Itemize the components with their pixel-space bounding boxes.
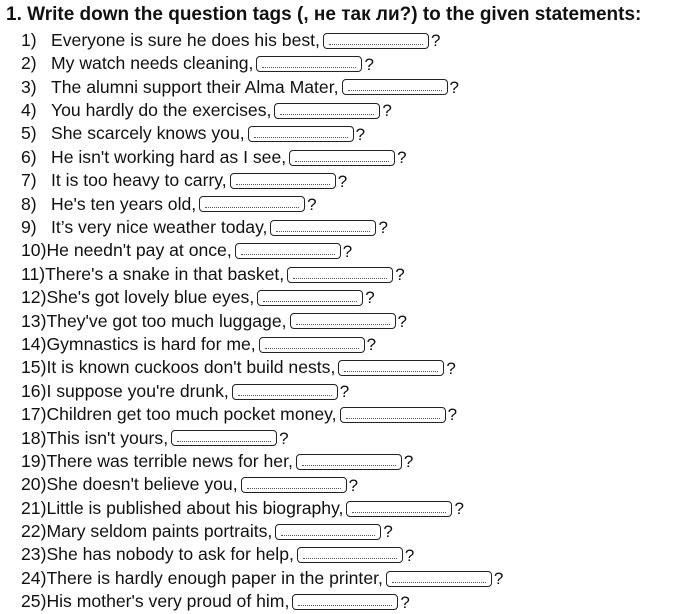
question-mark: ? <box>378 218 388 238</box>
statement-text: Mary seldom paints portraits, <box>46 521 273 542</box>
statement-list <box>0 29 697 614</box>
statement-text: She's got lovely blue eyes, <box>46 287 255 308</box>
question-tag-input[interactable] <box>340 407 446 423</box>
statement-row <box>0 29 697 52</box>
question-tag-input[interactable] <box>257 290 363 306</box>
statement-text: He isn't working hard as I see, <box>51 146 287 167</box>
statement-number: 8) <box>21 193 37 214</box>
statement-row <box>0 544 697 567</box>
question-mark: ? <box>339 382 350 402</box>
statement-text: My watch needs cleaning, <box>51 53 254 74</box>
question-tag-input[interactable] <box>274 103 380 119</box>
question-tag-input[interactable] <box>241 477 347 493</box>
statement-number: 9) <box>21 217 37 238</box>
question-tag-input[interactable] <box>342 79 448 95</box>
question-mark: ? <box>337 171 348 191</box>
question-mark: ? <box>454 499 464 518</box>
statement-text: This isn't yours, <box>46 427 169 448</box>
question-tag-input[interactable] <box>290 313 396 329</box>
statement-number: 20) <box>21 474 47 495</box>
question-mark: ? <box>493 569 504 589</box>
statement-row <box>0 356 697 379</box>
statement-row <box>0 240 697 263</box>
statement-row <box>0 123 697 146</box>
question-mark: ? <box>397 311 407 331</box>
question-tag-input[interactable] <box>235 243 341 259</box>
statement-text: There is hardly enough paper in the printer, <box>46 567 383 588</box>
statement-text: Gymnastics is hard for me, <box>46 333 256 354</box>
statement-text: I suppose you're drunk, <box>46 380 229 401</box>
statement-text: Everyone is sure he does his best, <box>51 29 320 50</box>
statement-number: 10) <box>21 240 47 261</box>
statement-number: 21) <box>21 497 47 518</box>
statement-number: 12) <box>21 287 47 308</box>
statement-number: 23) <box>21 544 47 565</box>
statement-text: She doesn't believe you, <box>46 474 238 495</box>
statement-number: 3) <box>21 76 37 97</box>
question-tag-input[interactable] <box>386 571 492 587</box>
statement-number: 18) <box>21 427 47 448</box>
question-mark: ? <box>397 148 407 168</box>
question-tag-input[interactable] <box>199 196 305 212</box>
question-tag-input[interactable] <box>248 126 354 142</box>
statement-row <box>0 333 697 356</box>
statement-row <box>0 216 697 239</box>
question-mark: ? <box>447 405 458 425</box>
statement-row <box>0 497 697 520</box>
statement-text: The alumni support their Alma Mater, <box>51 76 339 97</box>
statement-row <box>0 263 697 286</box>
statement-text: It is too heavy to carry, <box>51 170 227 191</box>
question-tag-input[interactable] <box>270 220 376 236</box>
statement-row <box>0 403 697 426</box>
question-tag-input[interactable] <box>297 547 403 563</box>
question-tag-input[interactable] <box>232 384 338 400</box>
exercise-title: 1. Write down the question tags (, не так ли?) to the given statements: <box>6 4 642 25</box>
question-tag-input[interactable] <box>171 430 277 446</box>
statement-row <box>0 146 697 169</box>
statement-row <box>0 567 697 590</box>
statement-row <box>0 473 697 496</box>
statement-row <box>0 380 697 403</box>
question-mark: ? <box>395 265 405 285</box>
statement-number: 22) <box>21 521 47 542</box>
statement-text: His mother's very proud of him, <box>46 591 290 612</box>
statement-text: They've got too much luggage, <box>46 310 287 331</box>
question-mark: ? <box>383 522 393 542</box>
statement-row <box>0 310 697 333</box>
question-tag-input[interactable] <box>259 337 365 353</box>
statement-row <box>0 169 697 192</box>
question-tag-input[interactable] <box>346 501 452 517</box>
statement-row <box>0 427 697 450</box>
statement-row <box>0 450 697 473</box>
statement-row <box>0 52 697 75</box>
statement-text: There's a snake in that basket, <box>45 263 285 284</box>
statement-number: 11) <box>21 263 46 284</box>
statement-number: 13) <box>21 310 47 331</box>
question-mark: ? <box>446 358 456 378</box>
statement-number: 14) <box>21 333 47 354</box>
statement-text: He's ten years old, <box>51 193 197 214</box>
question-tag-input[interactable] <box>338 360 444 376</box>
statement-number: 1) <box>21 29 37 50</box>
statement-text: She scarcely knows you, <box>51 123 245 144</box>
statement-text: Children get too much pocket money, <box>46 404 337 425</box>
statement-row <box>0 99 697 122</box>
question-mark: ? <box>279 428 289 448</box>
question-mark: ? <box>365 288 375 308</box>
statement-text: You hardly do the exercises, <box>51 100 272 121</box>
statement-row <box>0 76 697 99</box>
statement-text: Little is published about his biography, <box>46 497 344 518</box>
question-tag-input[interactable] <box>287 267 393 283</box>
question-mark: ? <box>342 241 353 261</box>
statement-number: 15) <box>21 357 47 378</box>
question-mark: ? <box>403 452 414 472</box>
statement-text: It is known cuckoos don't build nests, <box>46 357 336 378</box>
question-mark: ? <box>430 31 441 51</box>
question-mark: ? <box>355 124 366 144</box>
question-tag-input[interactable] <box>292 594 398 610</box>
statement-row <box>0 193 697 216</box>
statement-text: He needn't pay at once, <box>46 240 232 261</box>
statement-number: 17) <box>21 404 47 425</box>
statement-text: There was terrible news for her, <box>46 450 293 471</box>
statement-row <box>0 520 697 543</box>
statement-text: It’s very nice weather today, <box>51 217 268 238</box>
question-mark: ? <box>307 194 317 214</box>
question-tag-input[interactable] <box>256 56 362 72</box>
statement-row <box>0 590 697 613</box>
statement-number: 19) <box>21 450 47 471</box>
statement-number: 4) <box>21 100 37 121</box>
question-tag-input[interactable] <box>296 454 402 470</box>
statement-number: 16) <box>21 380 47 401</box>
question-mark: ? <box>449 77 459 97</box>
statement-number: 24) <box>21 567 47 588</box>
statement-text: She has nobody to ask for help, <box>46 544 294 565</box>
statement-row <box>0 286 697 309</box>
statement-number: 5) <box>21 123 37 144</box>
statement-number: 6) <box>21 146 37 167</box>
question-tag-input[interactable] <box>289 150 395 166</box>
question-mark: ? <box>400 592 410 612</box>
question-tag-input[interactable] <box>323 33 429 49</box>
question-mark: ? <box>382 101 392 121</box>
question-tag-input[interactable] <box>275 524 381 540</box>
question-mark: ? <box>404 545 415 565</box>
statement-number: 7) <box>21 170 37 191</box>
statement-number: 2) <box>21 53 37 74</box>
question-mark: ? <box>364 54 374 74</box>
question-mark: ? <box>366 335 377 355</box>
question-tag-input[interactable] <box>230 173 336 189</box>
statement-number: 25) <box>21 591 47 612</box>
question-mark: ? <box>348 475 359 495</box>
